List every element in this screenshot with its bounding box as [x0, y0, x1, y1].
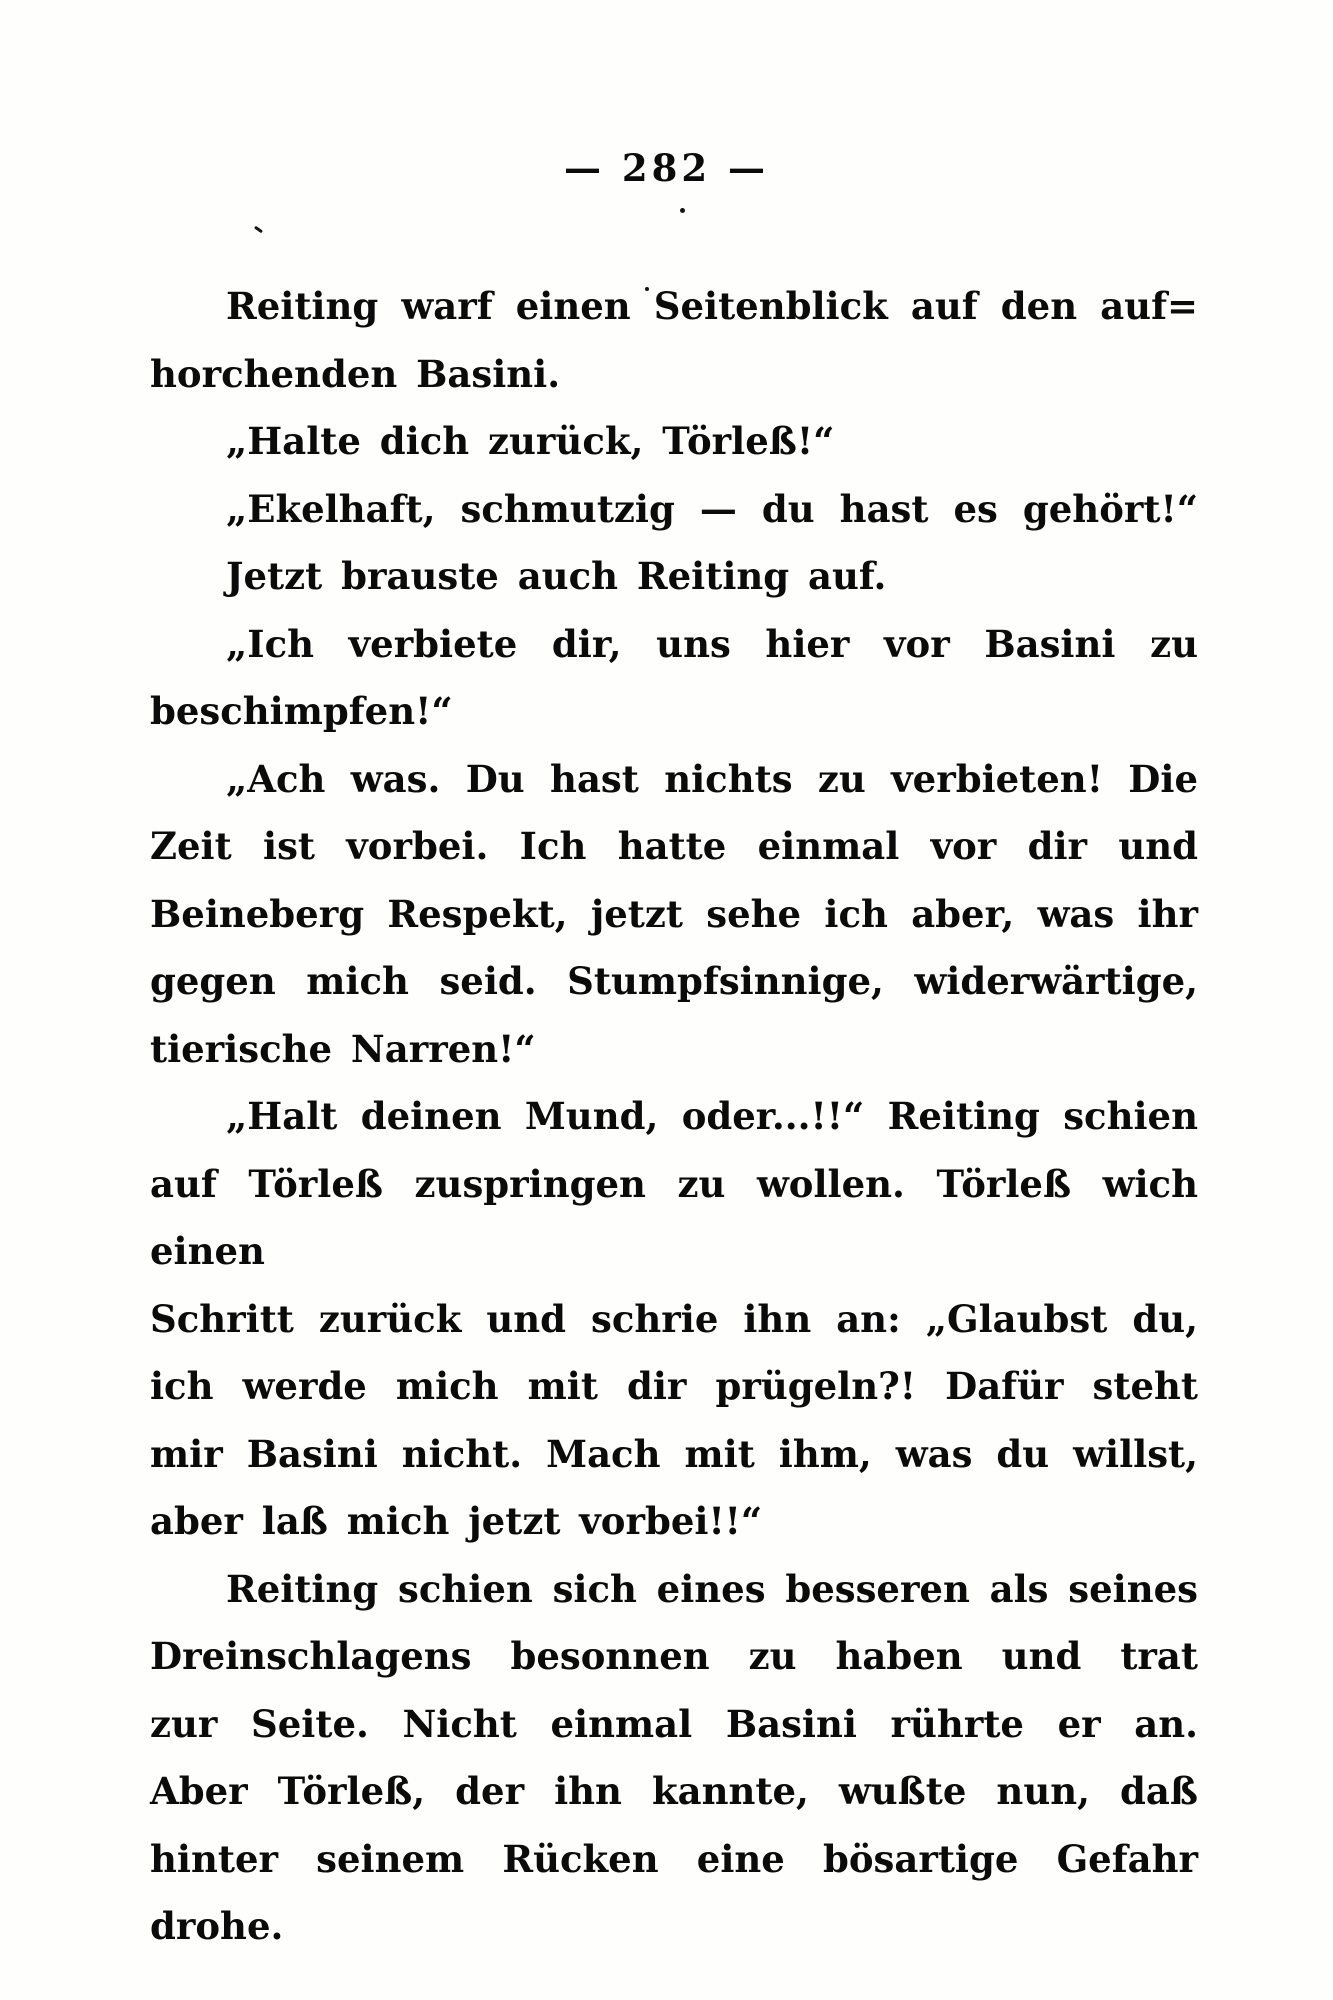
text-line: Schritt zurück und schrie ihn an: „Glaubst du, — [150, 1296, 1198, 1341]
text-line: Beineberg Respekt, jetzt sehe ich aber, was ihr — [150, 891, 1198, 936]
text-line: „Ach was. Du hast nichts zu verbieten! Die — [226, 756, 1198, 801]
text-line: beschimpfen!“ — [150, 689, 453, 733]
text-line: Zeit ist vorbei. Ich hatte einmal vor dir und — [150, 824, 1198, 868]
text-line: Dreinschlagens besonnen zu haben und trat — [150, 1634, 1198, 1678]
text-line: tierische Narren!“ — [150, 1026, 536, 1071]
text-line: Reiting warf einen Seitenblick auf den auf= — [226, 284, 1198, 328]
text-line: Aber Törleß, der ihn kannte, wußte nun, daß — [150, 1769, 1198, 1813]
text-line: drohe. — [150, 1904, 284, 1948]
text-line: gegen mich seid. Stumpfsinnige, widerwärtige, — [150, 959, 1198, 1003]
text-line: „Ich verbiete dir, uns hier vor Basini zu — [226, 621, 1198, 666]
text-line: horchenden Basini. — [150, 351, 561, 396]
text-line: Reiting schien sich eines besseren als seines — [226, 1566, 1198, 1611]
text-line: auf Törleß zuspringen zu wollen. Törleß wich einen — [150, 1161, 1198, 1273]
text-line: Jetzt brauste auch Reiting auf. — [226, 554, 887, 598]
text-line: zur Seite. Nicht einmal Basini rührte er an. — [150, 1701, 1198, 1746]
text-line: „Halte dich zurück, Törleß!“ — [226, 419, 835, 463]
scan-speck — [254, 226, 263, 234]
page-text — [150, 273, 1198, 1961]
text-line: mir Basini nicht. Mach mit ihm, was du willst, — [150, 1431, 1198, 1476]
scan-speck — [680, 208, 685, 213]
text-line: „Ekelhaft, schmutzig — du hast es gehört!“ — [226, 486, 1198, 531]
text-line: aber laß mich jetzt vorbei!!“ — [150, 1499, 763, 1543]
text-line: hinter seinem Rücken eine bösartige Gefahr — [150, 1836, 1198, 1881]
page-number: — 282 — — [564, 146, 769, 190]
text-line: „Halt deinen Mund, oder...!!“ Reiting schien — [226, 1094, 1198, 1138]
text-line: ich werde mich mit dir prügeln?! Dafür steht — [150, 1364, 1198, 1408]
